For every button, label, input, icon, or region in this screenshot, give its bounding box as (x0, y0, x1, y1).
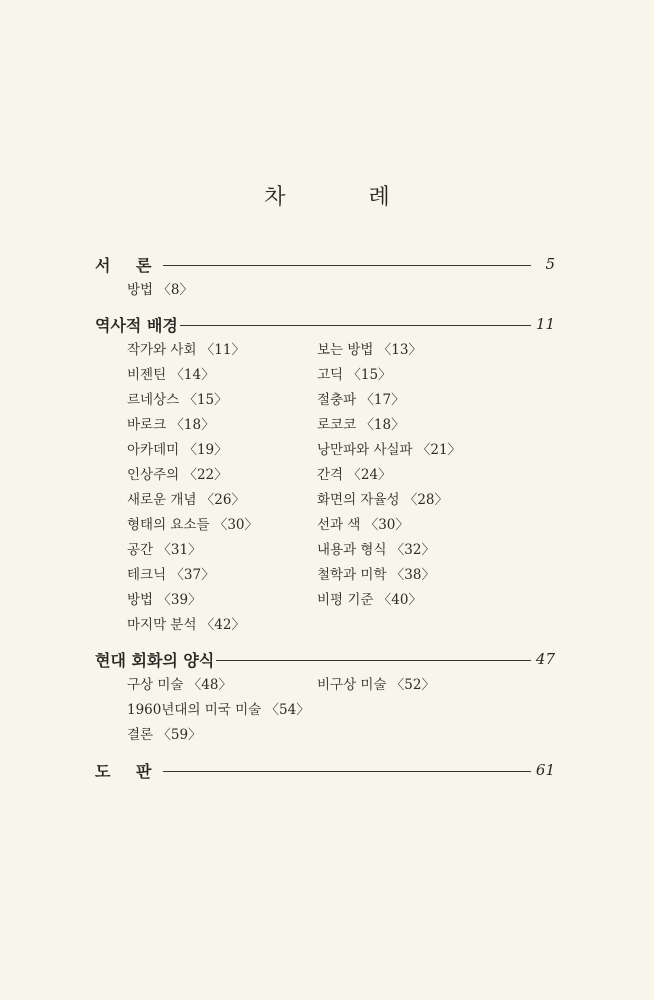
toc-entry-intro[interactable] (95, 252, 555, 276)
toc-subitem[interactable]: 보는 방법 〈13〉 (317, 342, 422, 358)
page-number: 61 (535, 761, 555, 779)
toc-subitem[interactable]: 형태의 요소들 〈30〉 (127, 517, 259, 533)
page-title: 차 례 (264, 185, 428, 210)
toc-section-plates (95, 758, 555, 782)
toc-subitem[interactable]: 새로운 개념 〈26〉 (127, 492, 245, 508)
section-title: 현대 회화의 양식 (95, 650, 215, 670)
toc-entry-history[interactable] (95, 312, 555, 336)
dot-leader (163, 771, 531, 772)
dot-leader (216, 660, 531, 661)
toc-subitem[interactable]: 바로크 〈18〉 (127, 417, 215, 433)
toc-subitem[interactable]: 결론 〈59〉 (127, 727, 202, 743)
toc-subitem[interactable]: 비구상 미술 〈52〉 (317, 677, 435, 693)
toc-subitem[interactable]: 1960년대의 미국 미술 〈54〉 (127, 702, 310, 718)
toc-section-history (95, 312, 555, 638)
toc-subitem[interactable]: 로코코 〈18〉 (317, 417, 405, 433)
section-title: 역사적 배경 (95, 315, 178, 335)
dot-leader (163, 265, 531, 266)
toc-subitem[interactable]: 간격 〈24〉 (317, 467, 392, 483)
section-title: 도 판 (95, 761, 162, 781)
toc-subitem[interactable]: 테크닉 〈37〉 (127, 567, 215, 583)
toc-subitem[interactable]: 마지막 분석 〈42〉 (127, 617, 245, 633)
toc-subitem[interactable]: 절충파 〈17〉 (317, 392, 405, 408)
toc-subitem[interactable]: 고딕 〈15〉 (317, 367, 392, 383)
section-title: 서 론 (95, 255, 162, 275)
toc-subitem[interactable]: 방법 〈39〉 (127, 592, 202, 608)
dot-leader (180, 325, 531, 326)
toc-entry-plates[interactable] (95, 758, 555, 782)
toc-subitem[interactable]: 구상 미술 〈48〉 (127, 677, 232, 693)
toc-subitem[interactable]: 비평 기준 〈40〉 (317, 592, 422, 608)
toc-section-modern (95, 647, 555, 748)
toc-subitem[interactable]: 선과 색 〈30〉 (317, 517, 409, 533)
page-number: 47 (535, 650, 555, 668)
toc-subitem[interactable]: 철학과 미학 〈38〉 (317, 567, 435, 583)
toc-subitem[interactable]: 르네상스 〈15〉 (127, 392, 228, 408)
toc-subitem[interactable]: 아카데미 〈19〉 (127, 442, 228, 458)
page-number: 11 (535, 315, 555, 333)
toc-subitem[interactable]: 방법 〈8〉 (127, 282, 193, 298)
toc-subitem[interactable]: 인상주의 〈22〉 (127, 467, 228, 483)
toc-subitem[interactable]: 공간 〈31〉 (127, 542, 202, 558)
page-number: 5 (545, 255, 555, 273)
toc-entry-modern[interactable] (95, 647, 555, 671)
toc-subitem[interactable]: 내용과 형식 〈32〉 (317, 542, 435, 558)
toc-subitem[interactable]: 화면의 자율성 〈28〉 (317, 492, 449, 508)
toc-subitem[interactable]: 비젠틴 〈14〉 (127, 367, 215, 383)
toc-subitem[interactable]: 작가와 사회 〈11〉 (127, 342, 245, 358)
toc-subitem[interactable]: 낭만파와 사실파 〈21〉 (317, 442, 462, 458)
toc-section-intro (95, 252, 555, 303)
